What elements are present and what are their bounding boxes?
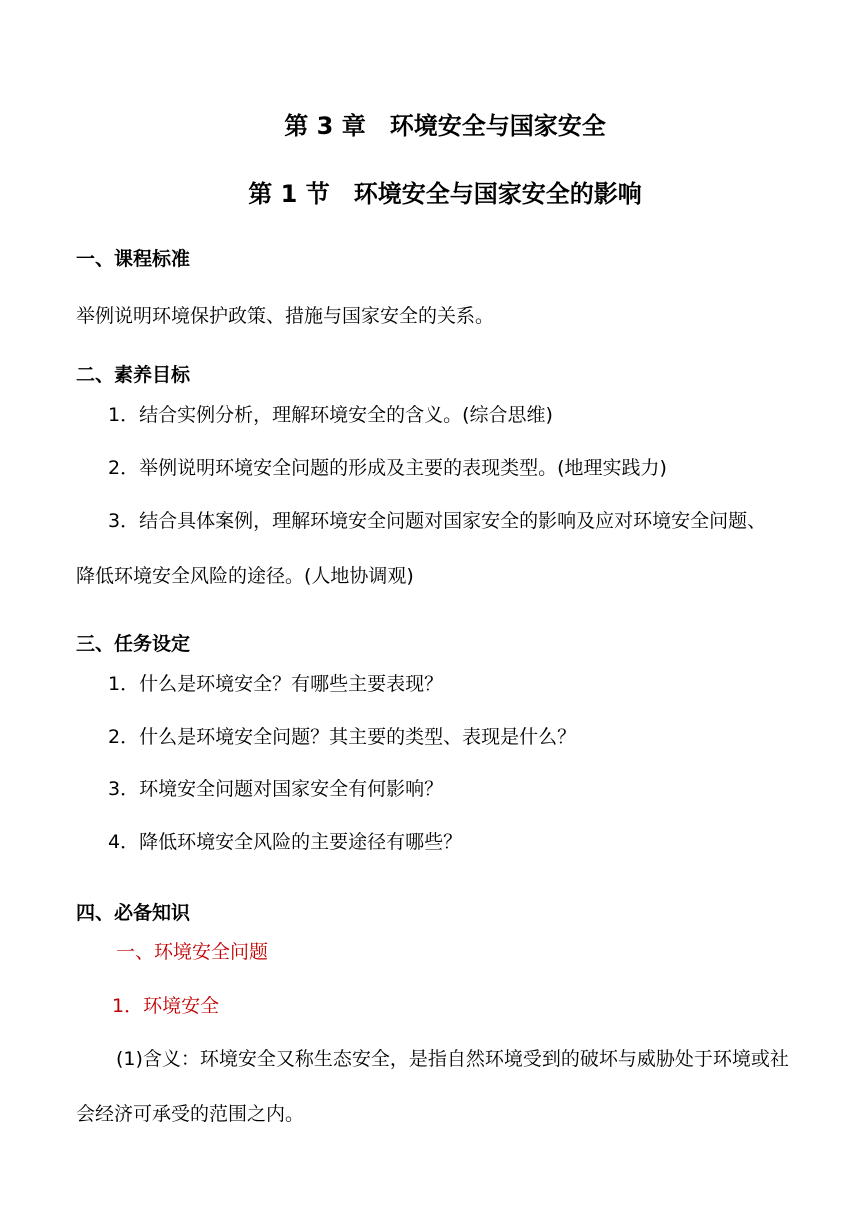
- definition-paragraph-line-1: (1)含义：环境安全又称生态安全，是指自然环境受到的破坏与威胁处于环境或社: [116, 1048, 789, 1070]
- heading-curriculum-standard: 一、课程标准: [76, 248, 191, 270]
- goal-item-3-continued: 降低环境安全风险的途径。(人地协调观): [76, 565, 414, 587]
- subheading-environmental-security-issues: 一、环境安全问题: [116, 941, 269, 963]
- goal-item-2: 2．举例说明环境安全问题的形成及主要的表现类型。(地理实践力): [108, 457, 667, 479]
- heading-literacy-goals: 二、素养目标: [76, 364, 191, 386]
- heading-essential-knowledge: 四、必备知识: [76, 902, 191, 924]
- curriculum-standard-text: 举例说明环境保护政策、措施与国家安全的关系。: [76, 305, 495, 327]
- task-item-3: 3．环境安全问题对国家安全有何影响？: [108, 778, 444, 800]
- goal-item-1: 1．结合实例分析，理解环境安全的含义。(综合思维): [108, 404, 553, 426]
- task-item-2: 2．什么是环境安全问题？其主要的类型、表现是什么？: [108, 726, 577, 748]
- subsubheading-environmental-security: 1．环境安全: [112, 995, 220, 1017]
- heading-task-setting: 三、任务设定: [76, 633, 191, 655]
- task-item-1: 1．什么是环境安全？有哪些主要表现？: [108, 673, 444, 695]
- chapter-title: 第 3 章 环境安全与国家安全: [284, 112, 606, 140]
- task-item-4: 4．降低环境安全风险的主要途径有哪些？: [108, 831, 463, 853]
- goal-item-3: 3．结合具体案例，理解环境安全问题对国家安全的影响及应对环境安全问题、: [108, 510, 767, 532]
- section-title: 第 1 节 环境安全与国家安全的影响: [248, 180, 642, 208]
- definition-paragraph-line-2: 会经济可承受的范围之内。: [76, 1103, 305, 1125]
